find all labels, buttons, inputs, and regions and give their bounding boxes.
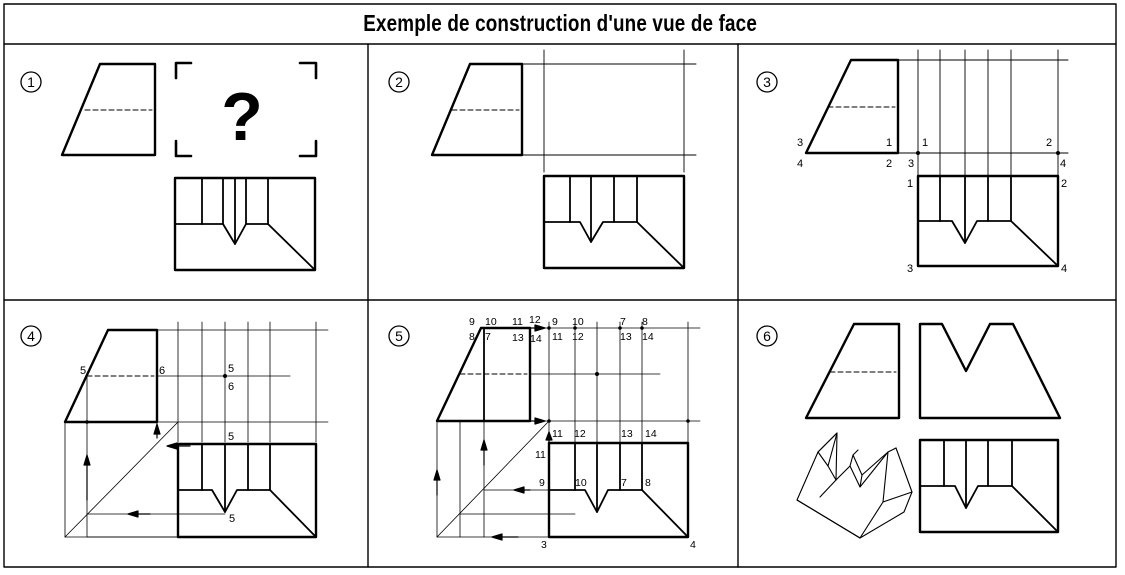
point-label: 11 — [552, 331, 563, 343]
point-label: 3 — [908, 158, 915, 170]
point-label: 8 — [642, 316, 648, 328]
point-label: 2 — [1061, 178, 1068, 190]
point-label: 14 — [645, 428, 657, 440]
point-label: 11 — [512, 316, 523, 328]
reference-point — [85, 420, 89, 424]
front-view — [920, 324, 1060, 418]
outer-frame — [4, 4, 1116, 567]
side-view — [806, 324, 899, 418]
point-labels — [797, 137, 1067, 275]
top-view-details — [920, 440, 1058, 532]
point-label: 5 — [229, 513, 236, 525]
point-label: 13 — [621, 428, 633, 440]
top-view-details — [549, 443, 688, 537]
point-label: 5 — [80, 365, 87, 377]
point-label: 6 — [228, 381, 235, 393]
point-label: 7 — [621, 477, 627, 489]
point-label: 11 — [535, 449, 546, 461]
point-label: 11 — [552, 428, 563, 440]
panel-number: 1 — [27, 74, 35, 90]
point-label: 13 — [512, 332, 524, 344]
point-label: 8 — [469, 331, 475, 343]
panel-6 — [757, 324, 1060, 538]
point-label: 2 — [886, 158, 893, 170]
point-label: 14 — [642, 331, 654, 343]
page-title: Exemple de construction d'une vue de face — [363, 9, 757, 36]
reference-point — [223, 374, 227, 378]
construction-lines — [65, 322, 328, 537]
point-label: 4 — [797, 158, 804, 170]
point-labels-top — [469, 314, 654, 345]
panel-4 — [21, 322, 328, 537]
point-label: 6 — [159, 365, 166, 377]
point-label: 7 — [620, 316, 626, 328]
point-label: 9 — [539, 477, 545, 489]
point-label: 10 — [572, 316, 584, 328]
top-view-details — [918, 176, 1058, 266]
construction-lines — [898, 50, 1068, 176]
point-label: 4 — [1061, 263, 1068, 275]
panel-1 — [21, 63, 316, 270]
question-mark: ? — [221, 79, 263, 155]
point-label: 3 — [541, 539, 547, 551]
construction-lines — [437, 322, 700, 537]
point-label: 3 — [797, 137, 804, 149]
isometric-view — [797, 433, 912, 538]
frame-grid — [4, 4, 1116, 567]
point-label: 8 — [645, 477, 651, 489]
point-label: 3 — [907, 263, 914, 275]
reference-point — [1056, 151, 1060, 155]
panel-number: 4 — [27, 328, 35, 344]
panel-3 — [757, 50, 1068, 275]
point-label: 12 — [572, 331, 584, 343]
top-view-details — [178, 444, 316, 537]
panel-5 — [389, 314, 700, 551]
point-label: 4 — [690, 539, 696, 551]
panel-number: 3 — [763, 74, 771, 90]
point-label: 9 — [469, 316, 475, 328]
point-label: 4 — [1060, 158, 1067, 170]
construction-lines — [522, 50, 696, 172]
top-view-details — [175, 178, 315, 270]
point-label: 7 — [485, 331, 491, 343]
point-label: 12 — [574, 428, 586, 440]
point-label: 5 — [228, 431, 235, 443]
panel-number: 2 — [395, 74, 403, 90]
reference-point — [916, 151, 920, 155]
point-label: 1 — [922, 137, 929, 149]
top-view-details — [544, 176, 684, 268]
point-label: 9 — [552, 316, 558, 328]
point-label: 13 — [620, 331, 632, 343]
panel-number: 6 — [763, 328, 771, 344]
projection-arrows — [434, 325, 552, 540]
point-label: 1 — [907, 178, 914, 190]
reference-points — [547, 326, 690, 423]
point-label: 5 — [228, 363, 235, 375]
point-label: 10 — [575, 477, 587, 489]
point-label: 1 — [886, 137, 893, 149]
panel-2 — [389, 50, 696, 268]
point-label: 14 — [530, 333, 542, 345]
projection-arrows — [84, 424, 190, 517]
point-label: 10 — [485, 316, 497, 328]
point-label: 2 — [1046, 137, 1053, 149]
panel-number: 5 — [395, 328, 403, 344]
point-label: 12 — [529, 314, 541, 326]
